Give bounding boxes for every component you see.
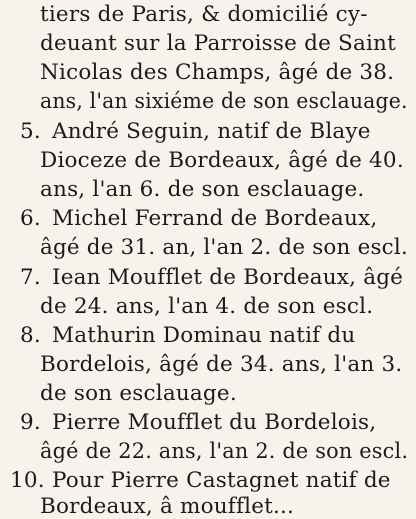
entry-number: 7.: [20, 265, 41, 290]
text-line: tiers de Paris, & domicilié cy-: [40, 2, 368, 27]
text-line: Mathurin Dominau natif du: [52, 323, 356, 348]
text-line: Nicolas des Champs, âgé de 38.: [40, 60, 395, 85]
text-line: Pierre Moufflet du Bordelois,: [52, 410, 377, 435]
text-line: deuant sur la Parroisse de Saint: [40, 31, 396, 56]
text-line: âgé de 22. ans, l'an 2. de son escl.: [40, 439, 409, 464]
text-line: ans, l'an sixiéme de son esclauage.: [40, 89, 408, 114]
text-line: âgé de 31. an, l'an 2. de son escl.: [40, 235, 408, 260]
entry-number: 6.: [20, 206, 41, 231]
entry-number: 10.: [10, 468, 45, 493]
text-line: ans, l'an 6. de son esclauage.: [40, 177, 365, 202]
entry-number: 9.: [20, 410, 41, 435]
text-line: de son esclauage.: [40, 381, 237, 406]
text-line: Bordelois, âgé de 34. ans, l'an 3.: [40, 352, 403, 377]
text-line: Bordeaux, â moufflet...: [40, 494, 295, 519]
text-line: Michel Ferrand de Bordeaux,: [52, 206, 378, 231]
text-line: de 24. ans, l'an 4. de son escl.: [40, 294, 374, 319]
text-line: Iean Moufflet de Bordeaux, âgé: [52, 265, 404, 290]
text-line: Pour Pierre Castagnet natif de: [52, 468, 391, 493]
text-line: André Seguin, natif de Blaye: [52, 119, 371, 144]
entry-number: 5.: [20, 119, 41, 144]
entry-number: 8.: [20, 323, 41, 348]
text-line: Dioceze de Bordeaux, âgé de 40.: [40, 148, 404, 173]
